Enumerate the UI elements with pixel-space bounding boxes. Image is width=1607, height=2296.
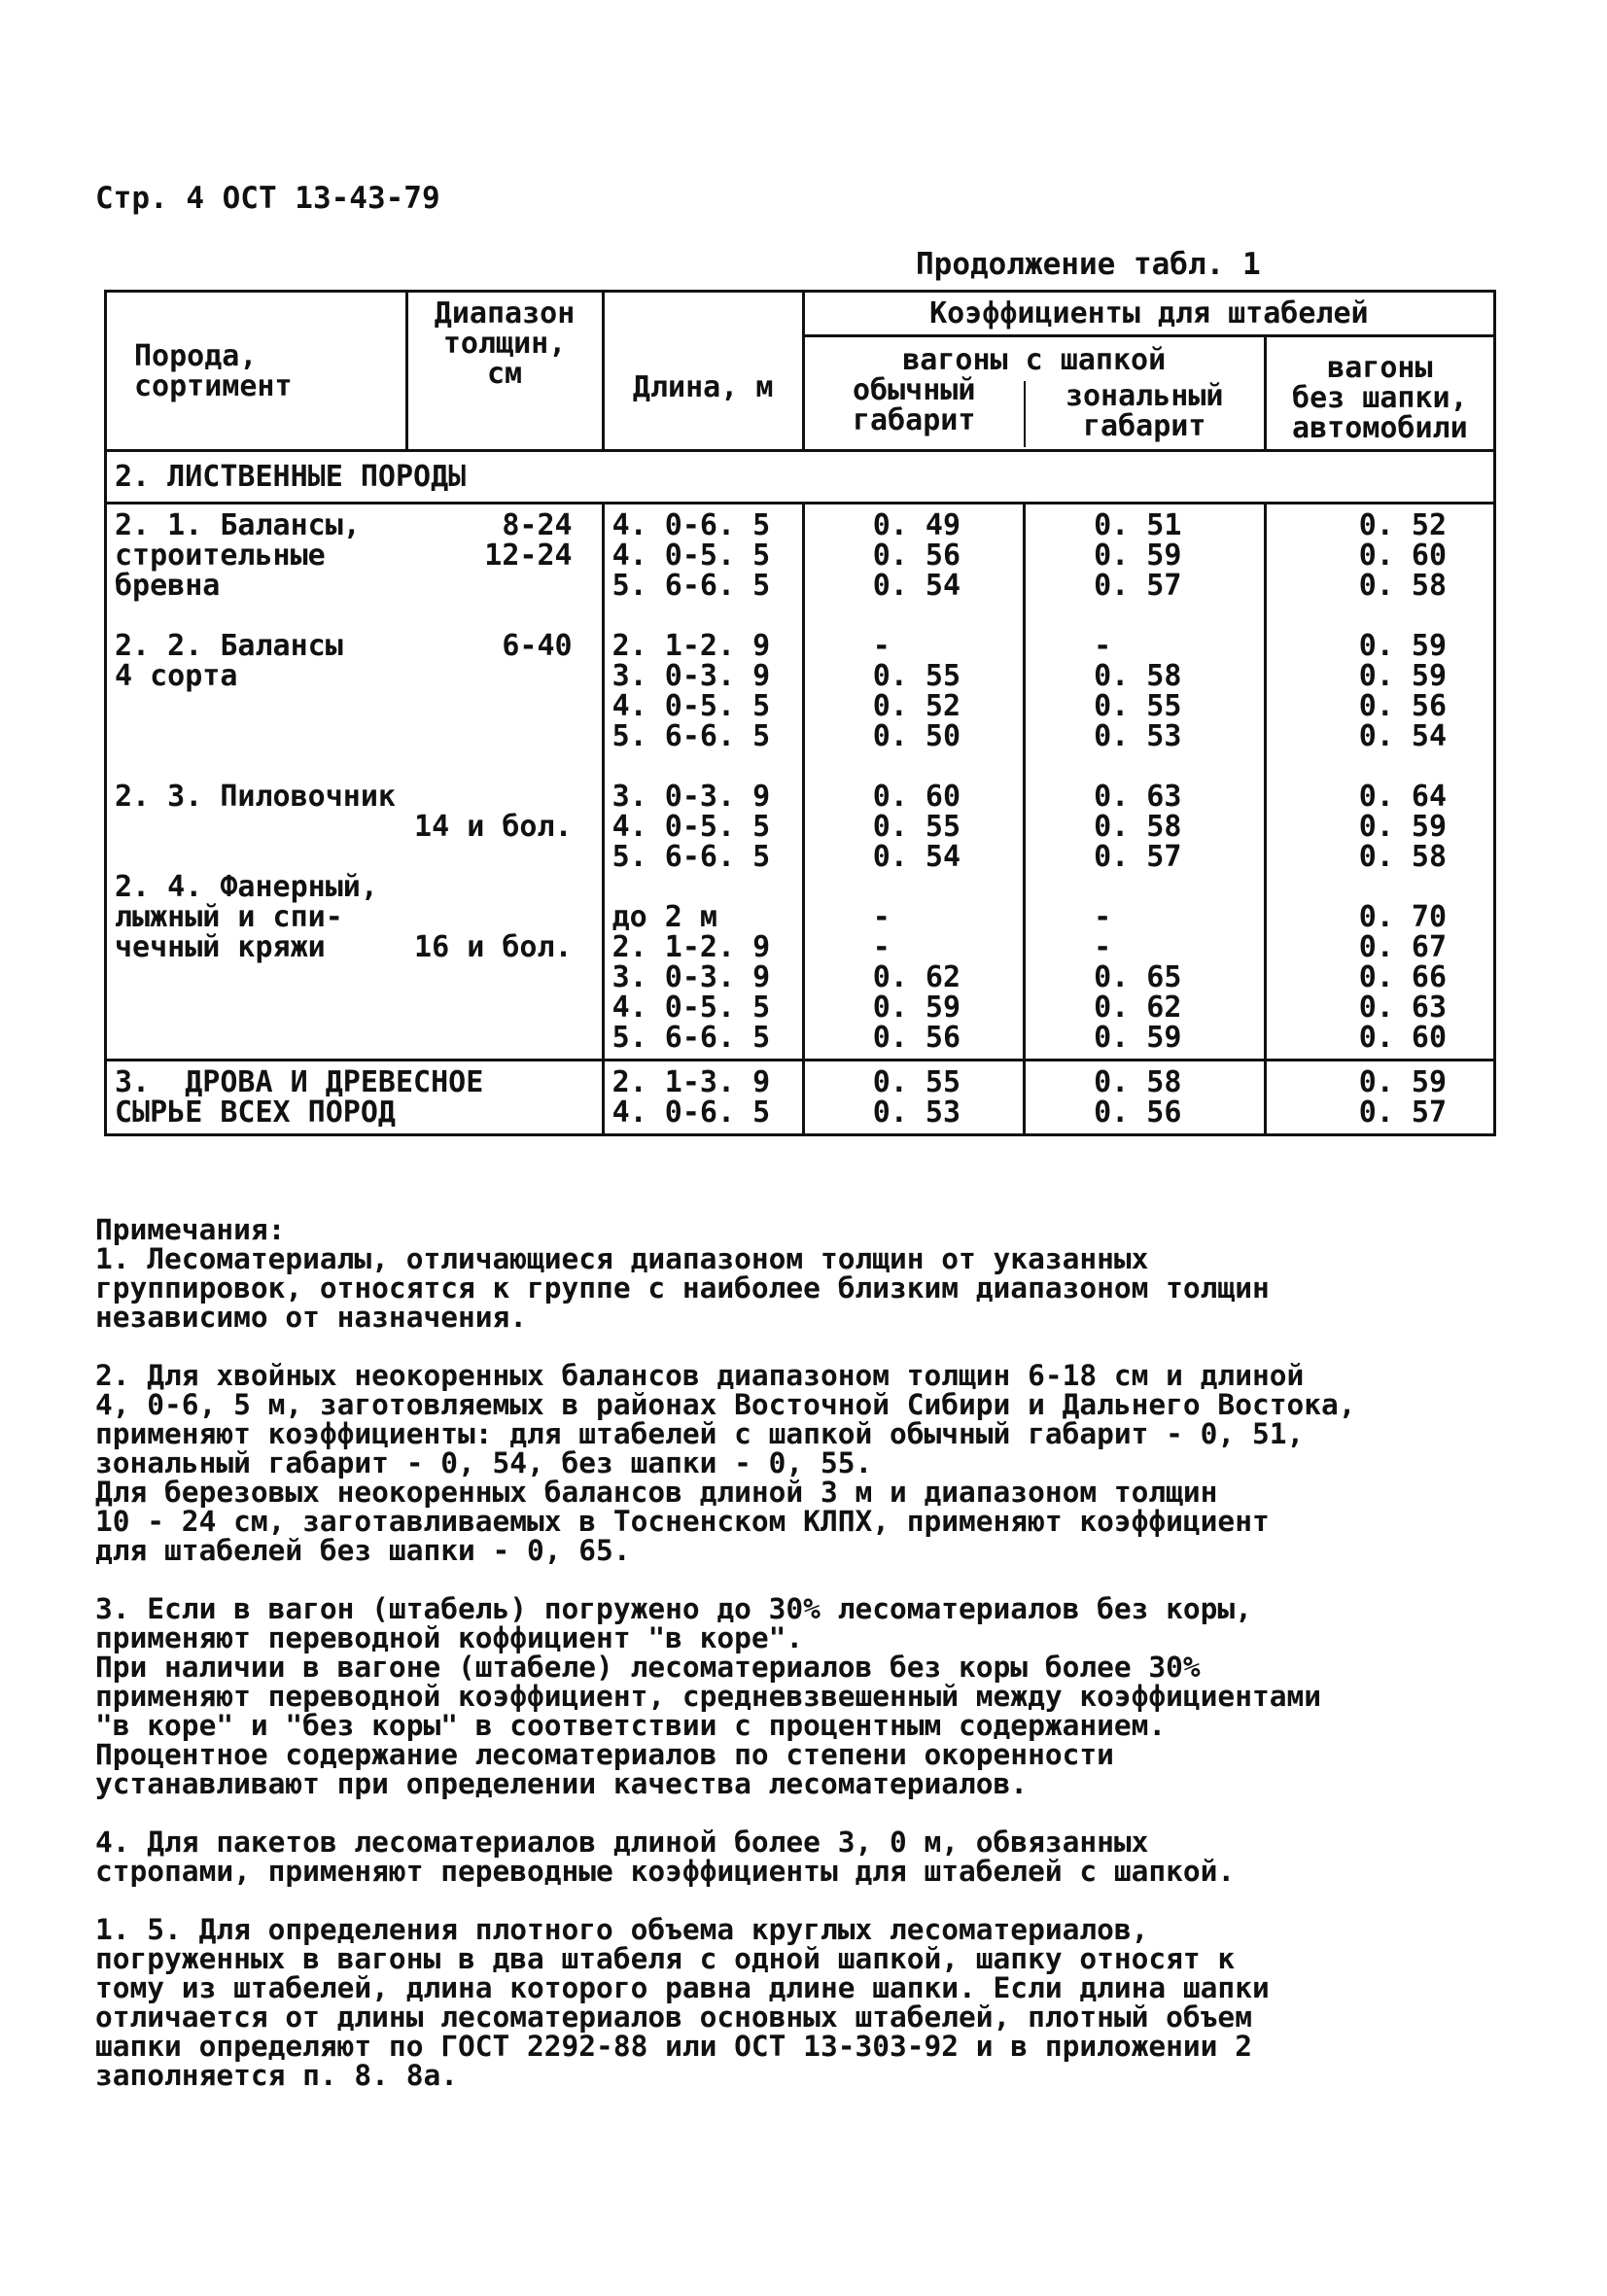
nocap-3: 0. 59 0. 57 [1265, 1061, 1494, 1135]
range-2-2: 6-40 [502, 629, 573, 663]
zonal-3: 0. 58 0. 56 [1025, 1061, 1266, 1135]
note-4: 4. Для пакетов лесоматериалов длиной более 3, 0 м, обвязанных стропами, применяют переводные коэффициенты для штабелей с шапкой. [95, 1826, 1236, 1888]
ordinary-2-4: - - 0. 62 0. 59 0. 56 [872, 900, 961, 1055]
coefficients-table [104, 290, 1496, 1136]
table-continuation-label: Продолжение табл. 1 [916, 247, 1261, 282]
length-cell [603, 504, 803, 1061]
nocap-2-4: 0. 70 0. 67 0. 66 0. 63 0. 60 [1358, 900, 1448, 1055]
length-2-3: 3. 0-3. 9 4. 0-5. 5 5. 6-6. 5 [611, 780, 771, 874]
nocap-2-3: 0. 64 0. 59 0. 58 [1358, 780, 1448, 874]
ordinary-cell [803, 504, 1024, 1061]
header-ordinary: обычный габарит [853, 373, 976, 437]
ordinary-2-1: 0. 49 0. 56 0. 54 [872, 508, 961, 603]
range-cell [406, 504, 603, 1061]
zonal-2-1: 0. 51 0. 59 0. 57 [1094, 508, 1182, 603]
note-3: 3. Если в вагон (штабель) погружено до 30% лесоматериалов без коры, применяют переводной коффициент "в коре". При наличии в вагоне (штабеле) лесоматериалов без коры более 30% применяют переводной коэффициент, средневзвешенный между коэффициентами "в коре" и "без коры" в соответствии с процентным содержанием. Процентное содержание лесоматериалов по степени окоренности устанавливают при определении качества лесоматериалов. [95, 1592, 1321, 1800]
range-2-3: 14 и бол. [414, 810, 573, 844]
header-nocap: вагоны без шапки, автомобили [1265, 336, 1494, 451]
length-2-4: до 2 м 2. 1-2. 9 3. 0-3. 9 4. 0-5. 5 5. 6-6. 5 [611, 900, 771, 1055]
nocap-2-1: 0. 52 0. 60 0. 58 [1358, 508, 1448, 603]
header-length: Длина, м [603, 292, 803, 451]
zonal-2-3: 0. 63 0. 58 0. 57 [1094, 780, 1182, 874]
header-zonal: зональный габарит [1024, 381, 1264, 447]
section-hardwood: 2. ЛИСТВЕННЫЕ ПОРОДЫ [106, 451, 1495, 504]
range-2-4: 16 и бол. [414, 930, 573, 964]
zonal-2-4: - - 0. 65 0. 62 0. 59 [1094, 900, 1182, 1055]
ordinary-3: 0. 55 0. 53 [803, 1061, 1024, 1135]
header-range: Диапазон толщин, см [406, 292, 603, 451]
zonal-2-2: - 0. 58 0. 55 0. 53 [1094, 629, 1182, 753]
length-2-1: 4. 0-6. 5 4. 0-5. 5 5. 6-6. 5 [611, 508, 771, 603]
page-header: Стр. 4 ОСТ 13-43-79 [95, 181, 440, 216]
note-1: 1. Лесоматериалы, отличающиеся диапазоном толщин от указанных группировок, относятся к группе с наиболее близким диапазоном толщин независимо от назначения. [95, 1242, 1270, 1334]
ordinary-2-2: - 0. 55 0. 52 0. 50 [872, 629, 961, 753]
header-coefficients: Коэффициенты для штабелей [803, 292, 1494, 336]
zonal-cell [1025, 504, 1266, 1061]
header-wagons-cap: вагоны с шапкой [902, 343, 1167, 377]
range-2-1: 8-24 12-24 [484, 508, 573, 573]
row-name-2-1: 2. 1. Балансы, строительные бревна [115, 508, 361, 603]
length-3: 2. 1-3. 9 4. 0-6. 5 [603, 1061, 803, 1135]
paragraph-1-5: 1. 5. Для определения плотного объема круглых лесоматериалов, погруженных в вагоны в два штабеля с одной шапкой, шапку относят к тому из штабелей, длина которого равна длине шапки. Если длина шапки отличается от длины лесоматериалов основных штабелей, плотный объем шапки определяют по ГОСТ 2292-88 или ОСТ 13-303-92 и в приложении 2 заполняется п. 8. 8а. [95, 1913, 1270, 2092]
nocap-cell [1265, 504, 1494, 1061]
note-2: 2. Для хвойных неокоренных балансов диапазоном толщин 6-18 см и длиной 4, 0-6, 5 м, заготовляемых в районах Восточной Сибири и Дальнего Востока, применяют коэффициенты: для штабелей с шапкой обычный габарит - 0, 51, зональный габарит - 0, 54, без шапки - 0, 55. Для березовых неокоренных балансов длиной 3 м и диапазоном толщин 10 - 24 см, заготавливаемых в Тосненском КЛПХ, применяют коэффициент для штабелей без шапки - 0, 65. [95, 1359, 1356, 1567]
row-name-3: 3. ДРОВА И ДРЕВЕСНОЕ СЫРЬЕ ВСЕХ ПОРОД [106, 1061, 604, 1135]
length-2-2: 2. 1-2. 9 3. 0-3. 9 4. 0-5. 5 5. 6-6. 5 [611, 629, 771, 753]
notes-section [95, 1215, 1534, 2119]
header-wagons-cap-group [803, 336, 1265, 451]
row-name-cell [106, 504, 407, 1061]
row-name-2-3: 2. 3. Пиловочник [115, 780, 396, 814]
notes-title: Примечания: [95, 1213, 286, 1246]
nocap-2-2: 0. 59 0. 59 0. 56 0. 54 [1358, 629, 1448, 753]
ordinary-2-3: 0. 60 0. 55 0. 54 [872, 780, 961, 874]
row-name-2-2: 2. 2. Балансы 4 сорта [115, 629, 343, 693]
row-name-2-4: 2. 4. Фанерный, лыжный и спи- чечный кряжи [115, 870, 378, 964]
header-breed: Порода, сортимент [106, 292, 407, 451]
